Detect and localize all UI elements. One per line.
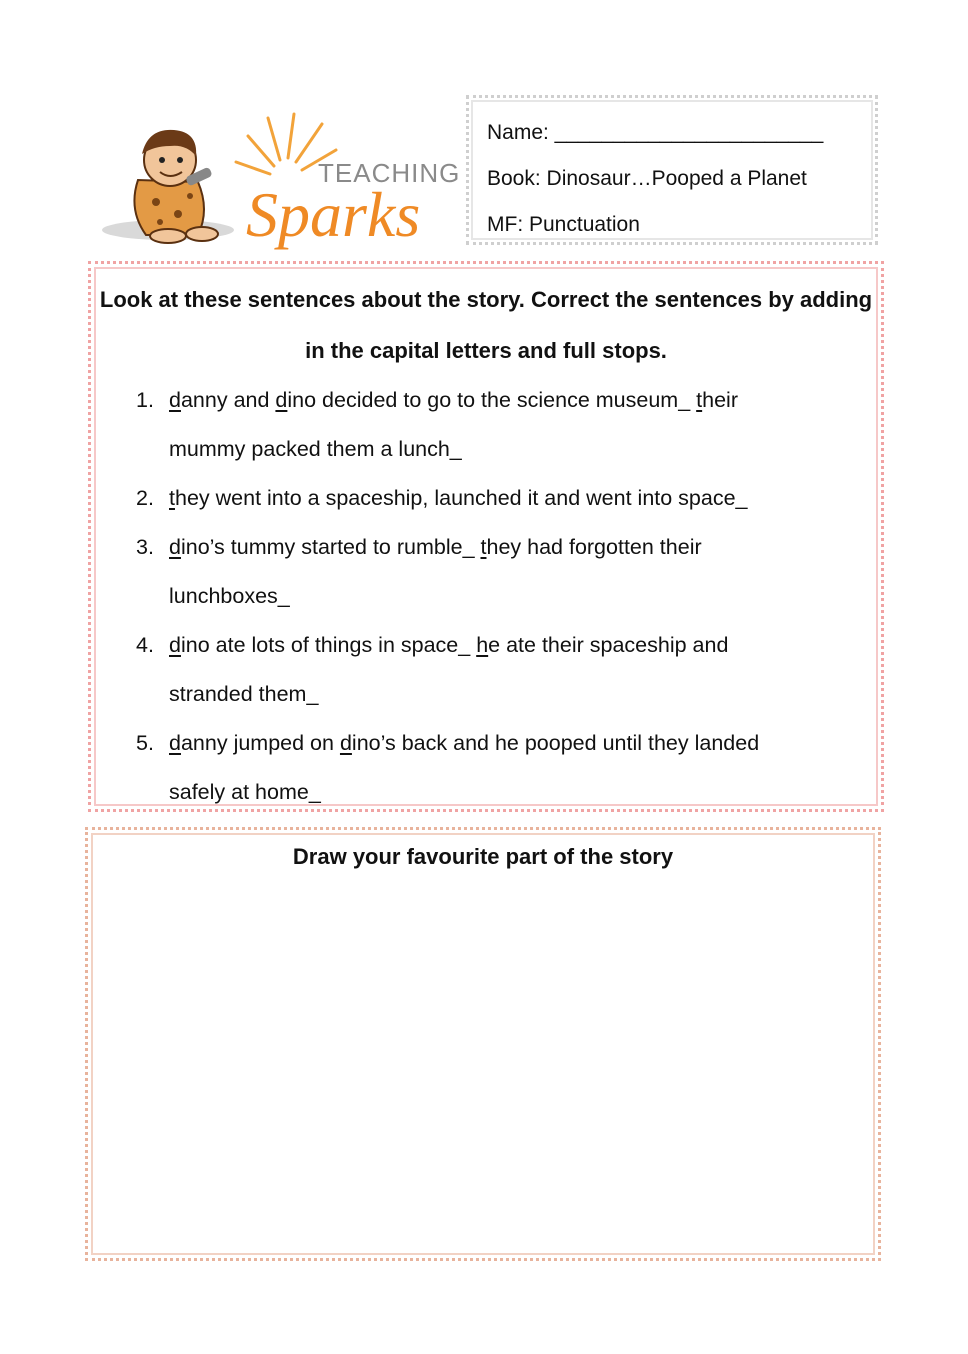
sentence-text: hey went into a spaceship, launched it and went into space_ <box>174 486 748 510</box>
sentence-line-continued: mummy packed them a lunch_ <box>169 437 462 461</box>
sentence-line-continued: lunchboxes_ <box>169 584 290 608</box>
underlined-letter: t <box>480 535 487 559</box>
task-heading: Look at these sentences about the story. Correct the sentences by adding in the capital letters and full stops. <box>99 287 873 363</box>
sentence-line-continued: safely at home_ <box>169 780 321 804</box>
sentence-text: ino ate lots of things in space_ <box>180 633 477 657</box>
sentence-item <box>136 621 881 719</box>
sentence-item <box>136 376 881 474</box>
sentence-text: ino decided to go to the science museum_ <box>287 388 697 412</box>
sentence-number: 1. <box>136 388 154 412</box>
underlined-letter: d <box>169 731 181 755</box>
drawing-panel[interactable] <box>85 827 881 1261</box>
sentence-line <box>169 523 881 572</box>
underlined-letter: d <box>169 633 181 657</box>
sentence-number: 4. <box>136 633 154 657</box>
underlined-letter: t <box>696 388 703 412</box>
sentence-text: hey had forgotten their <box>486 535 702 559</box>
sentence-text: heir <box>702 388 738 412</box>
sentence-line <box>169 621 881 670</box>
underlined-letter: d <box>169 535 181 559</box>
sentence-line <box>169 376 881 425</box>
underlined-letter: h <box>476 633 489 657</box>
sentence-text: anny jumped on <box>180 731 340 755</box>
sentence-text: ino’s tummy started to rumble_ <box>180 535 481 559</box>
draw-heading: Draw your favourite part of the story <box>292 844 674 869</box>
sentence-item <box>136 523 881 621</box>
sentence-text: e ate their spaceship and <box>488 633 729 657</box>
teaching-sparks-logo <box>98 110 460 252</box>
student-info-box <box>466 95 878 245</box>
sentence-line <box>169 474 881 523</box>
sentence-number: 3. <box>136 535 154 559</box>
sentence-text: anny and <box>180 388 276 412</box>
underlined-letter: d <box>339 731 352 755</box>
sentence-line-continued: stranded them_ <box>169 682 319 706</box>
sentence-item <box>136 474 881 523</box>
sentence-number: 5. <box>136 731 154 755</box>
sentence-line <box>169 719 881 768</box>
logo-teaching-text: TEACHING <box>318 158 460 188</box>
sentence-number: 2. <box>136 486 154 510</box>
name-field[interactable]: Name: _______________________ <box>487 121 824 144</box>
underlined-letter: d <box>275 388 288 412</box>
book-label: Book: Dinosaur…Pooped a Planet <box>487 167 807 190</box>
underlined-letter: t <box>169 486 175 510</box>
punctuation-task-panel <box>88 261 884 812</box>
sentence-text: ino’s back and he pooped until they landed <box>351 731 760 755</box>
underlined-letter: d <box>169 388 181 412</box>
mf-label: MF: Punctuation <box>487 213 640 236</box>
sentence-item <box>136 719 881 817</box>
sentence-list <box>91 376 881 817</box>
logo-sparks-text: Sparks <box>246 179 421 250</box>
